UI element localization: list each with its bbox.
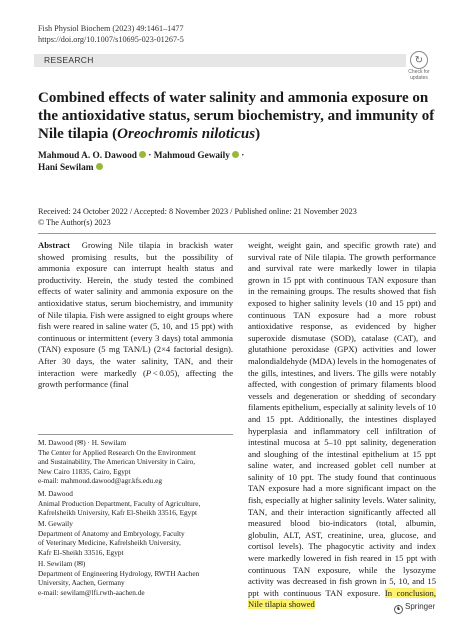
affiliation-line: The Center for Applied Research On the Environment <box>38 447 196 457</box>
affiliation-line: Animal Production Department, Faculty of Agriculture, <box>38 498 201 508</box>
affiliation-line: and Sustainability, The American University in Cairo, <box>38 457 196 466</box>
affiliation-line: New Cairo 11835, Cairo, Egypt <box>38 466 131 476</box>
history-dates: Received: 24 October 2022 / Accepted: 8 November 2023 / Published online: 21 November 2023 <box>38 207 357 216</box>
check-for-updates-badge[interactable] <box>408 51 430 85</box>
doi-link[interactable]: https://doi.org/10.1007/s10695-023-01267-5 <box>38 35 184 44</box>
check-updates-icon: ↻ <box>410 51 428 69</box>
publisher-name: Springer <box>405 602 436 611</box>
journal-header <box>38 23 184 45</box>
affiliation-line: e-mail: mahmoud.dawood@agr.kfs.edu.eg <box>38 476 163 485</box>
affiliation-line: Kafr El-Sheikh 33516, Egypt <box>38 547 124 557</box>
title-species: Oreochromis niloticus <box>117 126 256 142</box>
affiliation-block <box>38 559 238 597</box>
highlighted-text[interactable]: In conclusion, Nile tilapia showed <box>248 587 436 610</box>
publisher-footer <box>394 602 435 614</box>
author-name[interactable]: Mahmoud Gewaily <box>153 151 230 161</box>
affiliation-author: M. Gewaily <box>38 519 73 528</box>
orcid-icon[interactable] <box>96 163 103 170</box>
abstract-right-column <box>248 240 436 611</box>
p-value-symbol: P <box>145 367 152 378</box>
affiliation-author: M. Dawood <box>38 489 73 498</box>
check-updates-line1: Check for <box>408 69 430 75</box>
divider <box>38 233 436 234</box>
orcid-icon[interactable] <box>139 151 146 158</box>
author-list <box>38 150 438 174</box>
affiliation-line: of Veterinary Medicine, Kafrelsheikh University, <box>38 538 181 547</box>
orcid-icon[interactable] <box>232 151 239 158</box>
author-name[interactable]: Hani Sewilam <box>38 163 94 173</box>
affiliation-author: H. Sewilam (✉) <box>38 559 86 568</box>
abstract-text: Growing Nile tilapia in brackish water showed promising results, but the possibility of ammonia exposure can interrupt health status and productivity. Herein, the study tested the combined effects of water salinity and ammonia exposure on the antioxidative status, serum biochemistry, and immunity of Nile tilapia. Fish were assigned to eight groups where fish were reared in saline water (5, 10, and 15 ppt) with continuous or intermittent (every 3 days) total ammonia (TAN) exposure (5 mg TAN/L) (2×4 factorial design). After 30 days, the water salinity, TAN, and their interaction were markedly ( <box>38 240 234 378</box>
journal-citation: Fish Physiol Biochem (2023) 49:1461–1477 <box>38 24 184 33</box>
abstract-label: Abstract <box>38 240 70 250</box>
affiliation-line: Department of Engineering Hydrology, RWTH Aachen <box>38 568 200 578</box>
author-separator: · <box>238 151 245 161</box>
abstract-continued: weight, weight gain, and specific growth rate) and survival rate of Nile tilapia. The growth performance and survival rate were markedly lower in tilapia grown in 15 ppt with continuous TAN exposure than in the remaining groups. The results showed that fish exposed to higher salinity levels (10 and 15 ppt) and continuous TAN exposure had a more robust antioxidative response, as evidenced by higher superoxide dismutase (SOD), catalase (CAT), and glutathione peroxidase (GPX) activities and lower malondialdehyde (MDA) levels in the homogenates of the gills, intestines, and livers. The gills were notably affected, with congestion of primary filaments blood vessels and degeneration or shedding of secondary filaments epithelium, especially at salinity levels of 10 and 15 ppt. Additionally, the intestines displayed hyperplasia and inflammatory cell infiltration of intestinal mucosa at 5–10 ppt salinity, degeneration and sloughing of the intestinal epithelium at 15 ppt saline water, and increased goblet cell number at salinity of 10 ppt. The study found that continuous TAN exposure had a more significant impact on the fish, especially at higher salinity levels. Water salinity, TAN, and their interaction significantly affected all measured blood bio-indicators (total, albumin, globulin, ALT, AST, creatinine, urea, glucose, and cortisol levels). The phagocytic activity and index were markedly lowered in fish reared in 15 ppt with continuous TAN exposure, while the lysozyme activity was decreased in fish grown in 5, 10, and 15 ppt with continuous TAN exposure. <box>248 240 436 598</box>
check-updates-line2: updates <box>410 75 428 81</box>
affiliation-divider <box>38 434 233 435</box>
affiliation-author: M. Dawood (✉) · H. Sewilam <box>38 438 127 447</box>
article-title <box>38 89 438 143</box>
copyright-line: © The Author(s) 2023 <box>38 217 111 227</box>
title-text: Combined effects of water salinity and ammonia exposure on the antioxidative status, serum biochemistry, and immunity of Nile tilapia ( <box>38 90 435 142</box>
affiliation-block <box>38 438 238 486</box>
affiliation-block <box>38 519 238 557</box>
affiliation-line: University, Aachen, Germany <box>38 578 125 587</box>
affiliation-block <box>38 489 238 518</box>
abstract-text-end: < 0.05), affecting the growth performance (final <box>38 367 234 390</box>
title-close: ) <box>255 126 261 142</box>
springer-logo-icon: ♞ <box>394 605 403 614</box>
author-separator: · <box>145 151 154 161</box>
abstract-left-column <box>38 240 233 391</box>
affiliation-line: e-mail: sewilam@lfi.rwth-aachen.de <box>38 587 145 597</box>
article-type-label: RESEARCH <box>44 55 94 65</box>
author-name[interactable]: Mahmoud A. O. Dawood <box>38 151 137 161</box>
affiliation-line: Kafrelsheikh University, Kafr El-Sheikh 33516, Egypt <box>38 508 198 517</box>
publication-dates <box>38 207 438 228</box>
affiliation-line: Department of Anatomy and Embryology, Faculty <box>38 528 185 538</box>
